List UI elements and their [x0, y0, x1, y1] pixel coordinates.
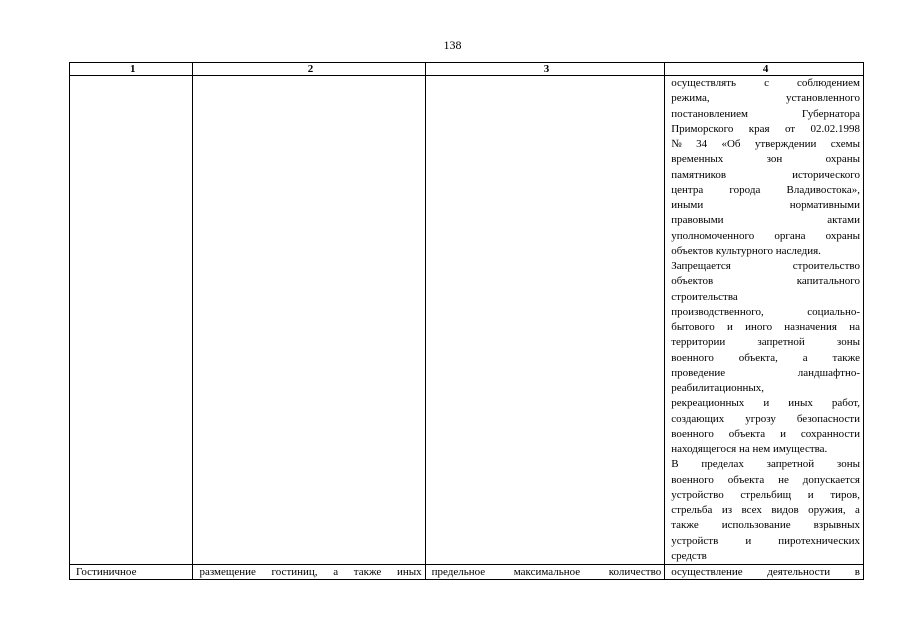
word: охраны [825, 229, 860, 242]
word: сохранности [800, 427, 860, 440]
word: В [671, 458, 679, 471]
word: гостиниц, [271, 566, 318, 578]
word: объектов [671, 275, 714, 288]
word: исторического [792, 168, 860, 181]
word: и [807, 488, 814, 501]
word: а [855, 504, 860, 516]
word: 34 [696, 138, 708, 150]
text-line [671, 518, 860, 533]
text-line [671, 107, 860, 122]
word: соблюдением [797, 77, 860, 89]
word: памятников [671, 168, 727, 181]
row1-col4 [665, 76, 864, 565]
word: от [784, 122, 796, 135]
word: и [780, 427, 786, 440]
word: актами [827, 214, 860, 227]
word: также [671, 519, 699, 532]
text-line [671, 412, 860, 427]
word: устройств [671, 534, 719, 547]
word: угрозу [745, 412, 776, 425]
table-header-row [70, 63, 864, 76]
word: взрывных [813, 519, 860, 532]
row1-col2 [193, 76, 425, 565]
word: постановлением [671, 107, 749, 120]
regulations-table [69, 62, 864, 580]
word: строительство [792, 260, 860, 272]
word: из [721, 504, 733, 516]
word: на [849, 321, 860, 333]
row1-col4-text [671, 76, 860, 564]
text-line [671, 76, 860, 91]
text-line [671, 534, 860, 549]
word: предельное [431, 566, 486, 578]
word: объекта [727, 473, 765, 486]
word: проведение [671, 366, 726, 379]
word: размещение [199, 566, 256, 578]
word: органа [774, 229, 806, 242]
word: а [802, 351, 808, 364]
word: Запрещается [671, 260, 731, 272]
text-line [671, 213, 860, 228]
word: работ, [831, 397, 860, 410]
word: пиротехнических [778, 534, 860, 547]
text-line [671, 122, 860, 137]
word: схемы [830, 138, 860, 150]
row2-col2 [193, 565, 425, 580]
text-line: строительства [671, 290, 738, 303]
row2-col4-text [671, 565, 860, 579]
word: запретной [757, 336, 805, 349]
word: иными [671, 199, 704, 211]
text-line: реабилитационных, [671, 382, 764, 394]
word: зоны [836, 458, 860, 471]
word: осуществлять [671, 77, 736, 89]
word: назначения [784, 321, 837, 333]
text-line [671, 168, 860, 183]
text-line: объектов культурного наследия. [671, 244, 821, 257]
word: центра [671, 183, 704, 196]
word: Приморского [671, 122, 734, 135]
word: временных [671, 153, 724, 166]
word: деятельности [767, 566, 831, 578]
text-line [671, 152, 860, 167]
text-line: находящегося на нем имущества. [671, 443, 828, 455]
word: количество [608, 566, 662, 578]
text-line [671, 229, 860, 244]
word: иных [788, 397, 813, 410]
table-row [70, 565, 864, 580]
word: также [353, 566, 382, 578]
word: всех [741, 504, 762, 516]
table-row [70, 76, 864, 565]
text-line [671, 427, 860, 442]
word: военного [671, 473, 714, 486]
word: производственного, [671, 305, 764, 318]
word: уполномоченного [671, 229, 755, 242]
text-line [671, 274, 860, 289]
header-col-2: 2 [193, 63, 425, 76]
word: охраны [825, 153, 860, 166]
text-line [671, 457, 860, 472]
page-number: 138 [443, 38, 462, 52]
word: объекта, [738, 351, 778, 364]
word: использование [721, 519, 791, 532]
word: территории [671, 336, 726, 349]
word: края [748, 122, 770, 135]
text-line: средств [671, 549, 707, 562]
text-line [671, 503, 860, 518]
header-col-4: 4 [665, 63, 864, 76]
row1-col1 [70, 76, 193, 565]
word: безопасности [796, 412, 860, 425]
header-col-1: 1 [70, 63, 193, 76]
row2-col1: Гостиничное [70, 565, 193, 580]
word: максимальное [513, 566, 581, 578]
word: Губернатора [801, 107, 860, 120]
word: объекта [728, 427, 766, 440]
text-line [671, 305, 860, 320]
word: зоны [836, 336, 860, 349]
text-line [671, 183, 860, 198]
word: «Об [721, 138, 741, 150]
word: 02.02.1998 [810, 122, 860, 135]
word: допускается [802, 473, 860, 486]
text-line [671, 396, 860, 411]
text-line [671, 335, 860, 350]
text-line [671, 91, 860, 106]
word: правовыми [671, 214, 724, 227]
word: социально- [807, 305, 860, 318]
row2-col2-text [199, 565, 421, 579]
word: устройство [671, 488, 724, 501]
word: утверждении [754, 138, 817, 150]
word: режима, [671, 92, 710, 105]
word: тиров, [830, 488, 860, 501]
word: установленного [785, 92, 860, 105]
word: не [778, 473, 789, 486]
row2-col4 [665, 565, 864, 580]
word: с [764, 77, 769, 89]
word: в [854, 566, 860, 578]
word: военного [671, 351, 714, 364]
text-line [671, 198, 860, 213]
text-line [671, 351, 860, 366]
header-col-3: 3 [425, 63, 665, 76]
word: № [671, 138, 682, 150]
word: военного [671, 427, 714, 440]
word: иных [396, 566, 422, 578]
word: рекреационных [671, 397, 745, 410]
text-line [671, 366, 860, 381]
text-line [671, 259, 860, 274]
word: зон [766, 153, 783, 166]
word: а [333, 566, 339, 578]
word: и [763, 397, 770, 410]
word: запретной [766, 458, 815, 471]
text-line [671, 488, 860, 503]
text-line [671, 137, 860, 152]
word: Владивостока», [786, 183, 860, 196]
row1-col3 [425, 76, 665, 565]
word: и [726, 321, 733, 333]
word: осуществление [671, 566, 743, 578]
word: нормативными [789, 199, 860, 211]
word: стрельба [671, 504, 713, 516]
word: создающих [671, 412, 725, 425]
word: и [745, 534, 752, 547]
word: пределах [701, 458, 744, 471]
word: ландшафтно- [797, 366, 860, 379]
word: иного [745, 321, 773, 333]
row2-col3-text [432, 565, 662, 579]
text-line [671, 473, 860, 488]
word: стрельбищ [740, 488, 792, 501]
text-line [671, 320, 860, 335]
word: капитального [796, 275, 860, 288]
row2-col3 [425, 565, 665, 580]
word: города [729, 183, 761, 196]
word: видов [771, 504, 799, 516]
word: также [832, 351, 860, 364]
word: оружия, [808, 504, 846, 516]
word: бытового [671, 321, 715, 333]
